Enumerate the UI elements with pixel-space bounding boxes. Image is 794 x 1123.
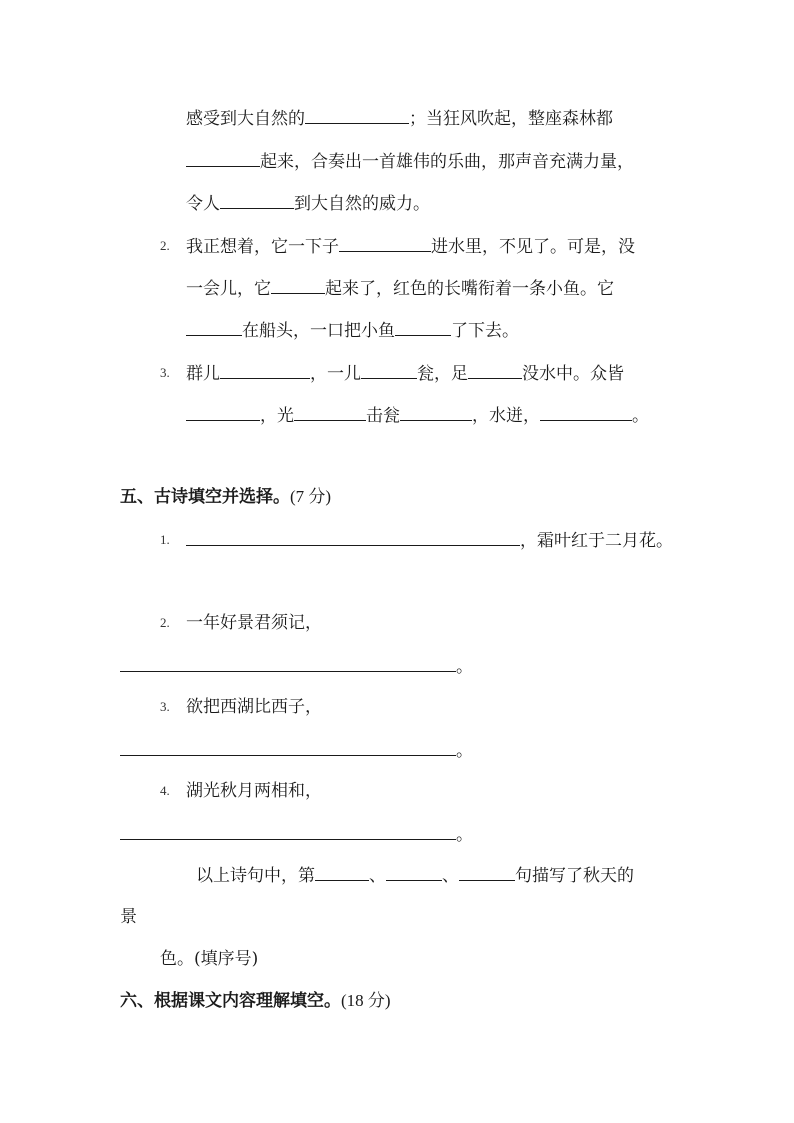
item-number: 3. [160, 699, 170, 714]
s5-item1: ，霜叶红于二月花。 [186, 530, 673, 551]
s4-item3-line1: 群儿 ，一儿 瓮，足 没水中。众皆 [186, 364, 624, 384]
blank-field[interactable] [186, 405, 260, 421]
item-number: 2. [160, 238, 170, 253]
s4-item1-line1: 感受到大自然的 ；当狂风吹起，整座森林都 [186, 109, 613, 129]
s4-item1-line3: 令人 到大自然的威力。 [186, 194, 430, 214]
blank-field[interactable] [120, 656, 456, 672]
blank-field[interactable] [395, 320, 451, 336]
blank-field[interactable] [271, 278, 325, 294]
blank-field[interactable] [220, 193, 294, 209]
score-label: (7 分) [290, 487, 332, 506]
score-label: (18 分) [341, 991, 391, 1010]
blank-field[interactable] [220, 363, 310, 379]
item-number: 4. [160, 783, 170, 798]
blank-field[interactable] [540, 405, 632, 421]
s4-item3-line2: ，光 击瓮 ，水迸， 。 [186, 405, 649, 426]
s5-item4-answer: 。 [120, 824, 473, 845]
blank-field[interactable] [315, 865, 369, 881]
section-five-heading: 五、古诗填空并选择。(7 分) [120, 487, 332, 507]
section-six-heading: 六、根据课文内容理解填空。(18 分) [120, 991, 391, 1011]
s5-item3-answer: 。 [120, 740, 473, 761]
blank-field[interactable] [386, 865, 442, 881]
s4-item2-line2: 一会儿，它 起来了，红色的长嘴衔着一条小鱼。它 [186, 279, 614, 299]
item-number: 1. [160, 532, 170, 547]
blank-field[interactable] [339, 236, 431, 252]
s4-item1-line2: 起来，合奏出一首雄伟的乐曲，那声音充满力量， [186, 151, 634, 172]
item-number: 2. [160, 615, 170, 630]
blank-field[interactable] [120, 824, 456, 840]
s5-item2-text: 一年好景君须记， [186, 613, 322, 633]
s5-item2-answer: 。 [120, 656, 473, 677]
s4-item2-line3: 在船头，一口把小鱼 了下去。 [186, 320, 519, 341]
blank-field[interactable] [186, 530, 520, 546]
s5-question-line1: 以上诗句中，第 、 、 句描写了秋天的 [196, 866, 634, 886]
s5-question-line2: 景 [120, 907, 137, 927]
blank-field[interactable] [186, 151, 260, 167]
s4-item2-line1: 我正想着，它一下子 进水里，不见了。可是，没 [186, 237, 635, 257]
blank-field[interactable] [400, 405, 472, 421]
blank-field[interactable] [120, 740, 456, 756]
s5-item3-text: 欲把西湖比西子， [186, 697, 322, 717]
blank-field[interactable] [186, 320, 242, 336]
s5-item4-text: 湖光秋月两相和， [186, 781, 322, 801]
blank-field[interactable] [459, 865, 515, 881]
s5-question-line3: 色。(填序号) [160, 949, 259, 969]
blank-field[interactable] [294, 405, 366, 421]
blank-field[interactable] [361, 363, 417, 379]
blank-field[interactable] [305, 108, 409, 124]
item-number: 3. [160, 365, 170, 380]
blank-field[interactable] [468, 363, 522, 379]
